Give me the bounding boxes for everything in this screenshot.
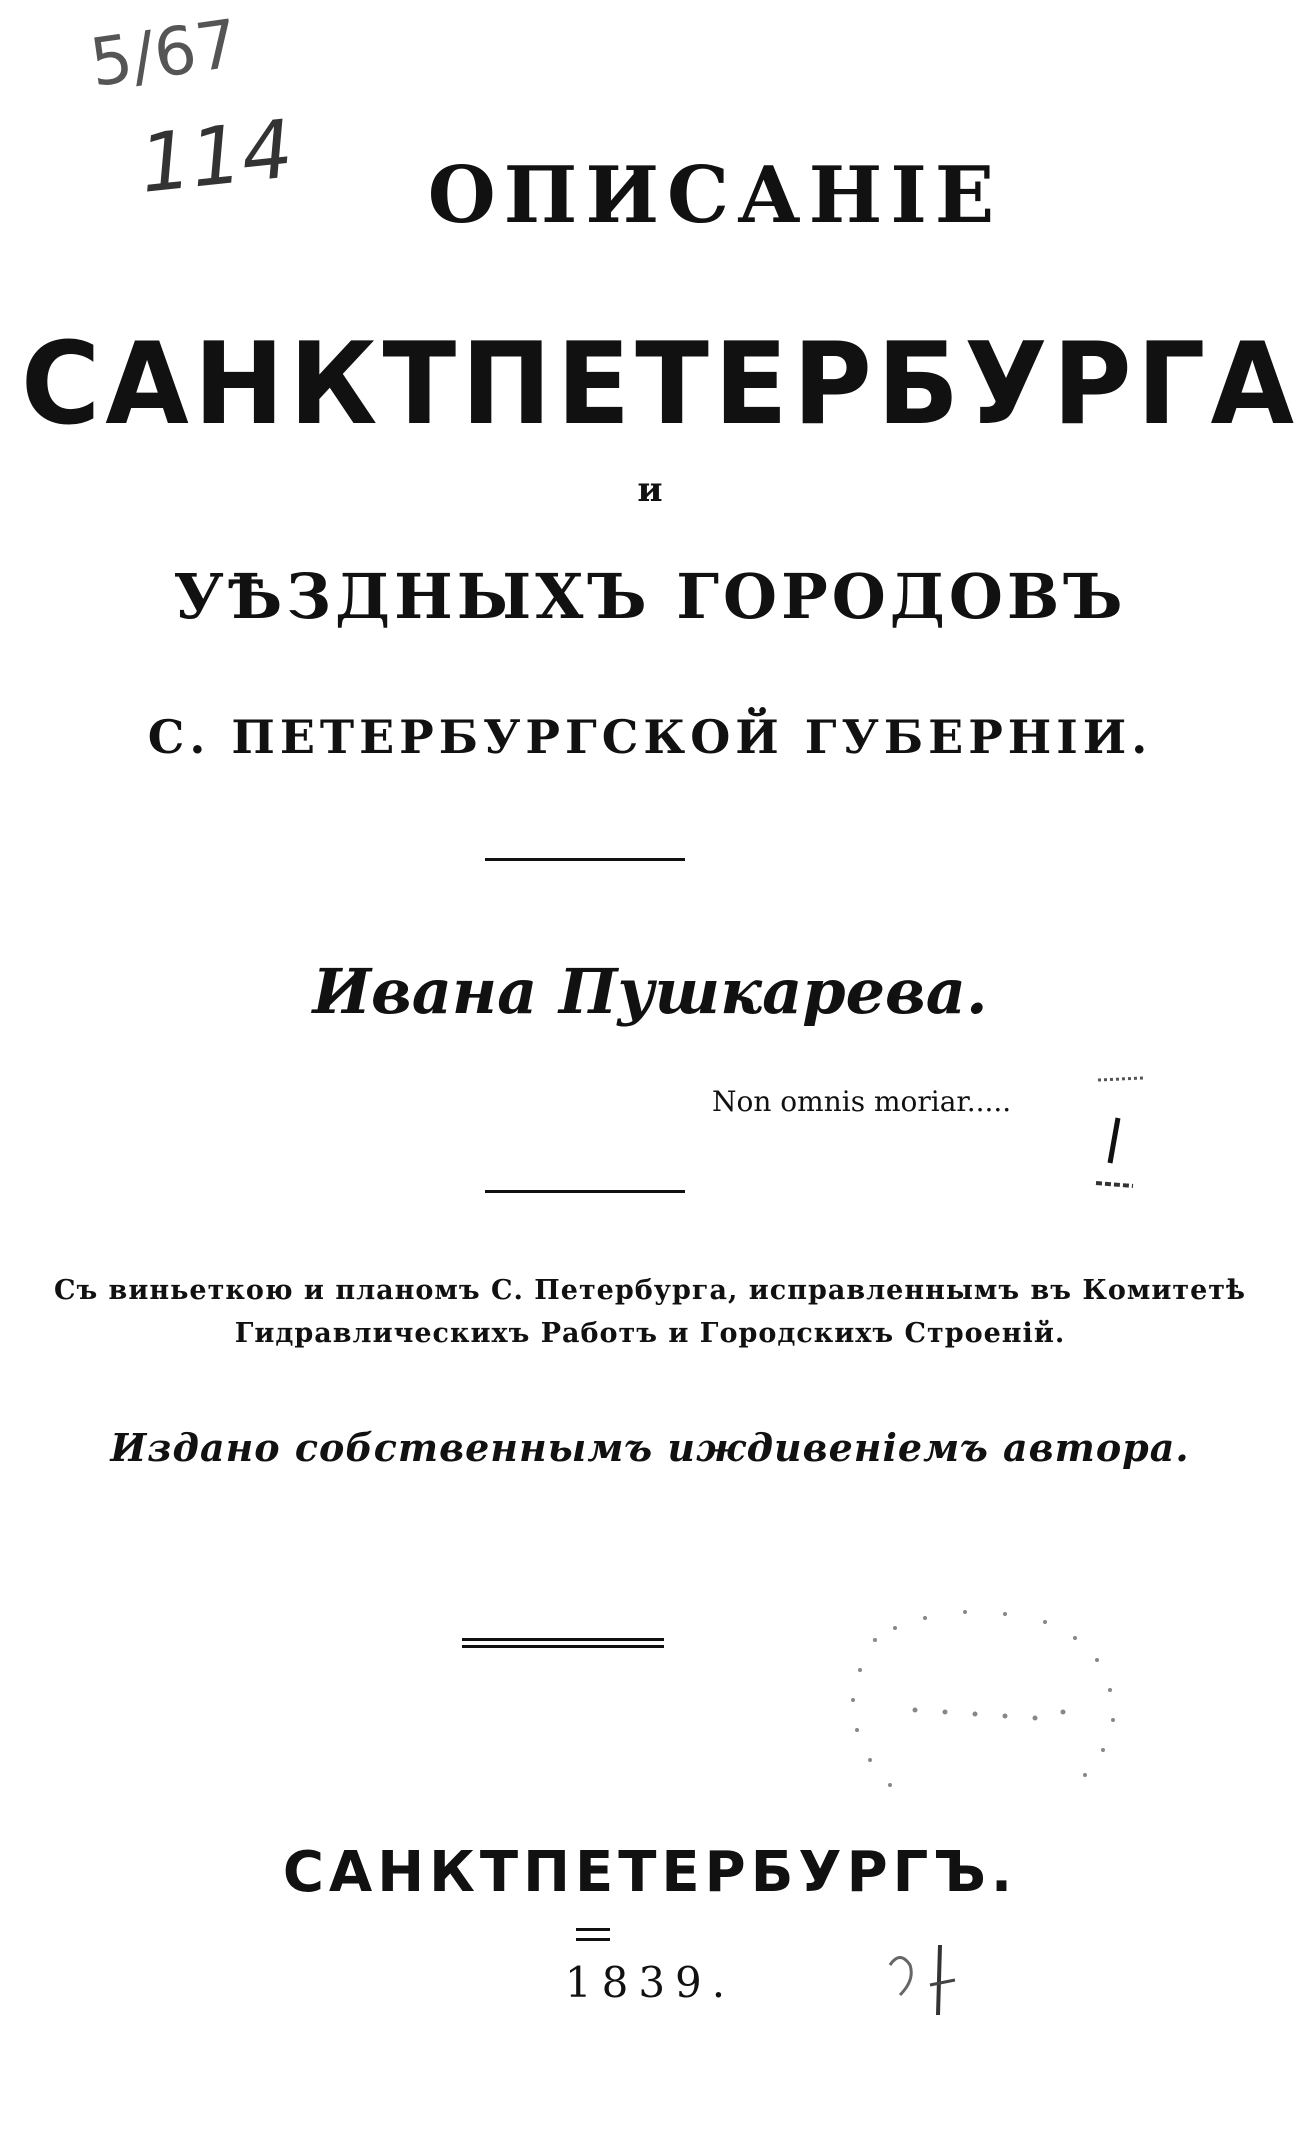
title-line-governorate: С. ПЕТЕРБУРГСКОЙ ГУБЕРНІИ. <box>147 710 1153 764</box>
double-divider-rule <box>462 1638 664 1648</box>
divider-rule <box>485 858 685 861</box>
vignette-note-line: Съ виньеткою и планомъ С. Петербурга, исправленнымъ въ Комитетѣ <box>53 1275 1247 1306</box>
publication-year: 1839. <box>564 1958 736 2007</box>
publication-city: САНКТПЕТЕРБУРГЪ. <box>282 1840 1018 1905</box>
divider-rule <box>485 1190 685 1193</box>
publication-note: Издано собственнымъ иждивеніемъ автора. <box>110 1425 1190 1470</box>
vignette-note-line: Гидравлическихъ Работъ и Городскихъ Строеній. <box>234 1318 1066 1349</box>
title-line-district-towns: УѢЗДНЫХЪ ГОРОДОВЪ <box>173 560 1127 633</box>
title-line-description: ОПИСАНІЕ <box>427 150 1003 241</box>
author-name: Ивана Пушкарева. <box>312 955 988 1028</box>
pencil-mark-icon <box>1088 1068 1148 1198</box>
short-rule <box>576 1938 610 1941</box>
pencil-mark-icon <box>870 1935 990 2045</box>
title-line-and: и <box>637 470 663 510</box>
handwritten-catalog-number: 114 <box>135 102 298 211</box>
handwritten-shelf-number: 5/67 <box>85 5 243 102</box>
epigraph-motto: Non omnis moriar..... <box>712 1085 1012 1118</box>
faded-library-stamp <box>835 1600 1125 1800</box>
title-line-city: САНКТПЕТЕРБУРГА <box>20 318 1300 451</box>
short-rule <box>576 1928 610 1931</box>
